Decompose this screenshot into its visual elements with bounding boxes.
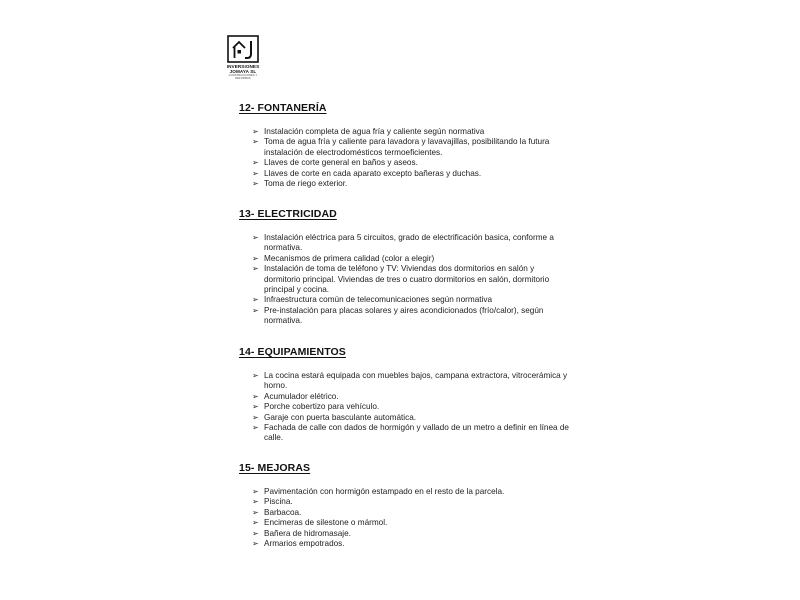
list-item (239, 423, 569, 444)
arrow-bullet-icon: ➢ (252, 158, 259, 168)
list-item (239, 529, 569, 539)
arrow-bullet-icon: ➢ (252, 371, 259, 380)
list-item-text: Barbacoa. (264, 507, 302, 517)
list-item (239, 169, 569, 179)
list-item (239, 233, 569, 254)
list-item-text: Llaves de corte general en baños y aseos. (264, 158, 418, 168)
list-item-text: Instalación eléctrica para 5 circuitos, grado de electrificación basica, conforme a normativa. (264, 233, 554, 253)
item-list (239, 127, 569, 189)
section-title: 15- MEJORAS (239, 462, 311, 474)
arrow-bullet-icon: ➢ (252, 402, 259, 412)
arrow-bullet-icon: ➢ (252, 518, 259, 528)
list-item (239, 179, 569, 189)
logo-tagline: CONSTRUCCIONES Y REFORMAS (228, 74, 258, 80)
list-item-text: Llaves de corte en cada aparato excepto bañeras y duchas. (264, 168, 482, 178)
section-electricidad (239, 208, 569, 327)
list-item-text: Bañera de hidromasaje. (264, 528, 351, 538)
arrow-bullet-icon: ➢ (252, 497, 259, 507)
list-item-text: Toma de riego exterior. (264, 179, 348, 189)
logo-name: INVERSIONES (226, 64, 260, 69)
list-item-text: Encimeras de silestone o mármol. (264, 518, 388, 528)
list-item (239, 295, 569, 305)
section-mejoras (239, 462, 569, 549)
list-item (239, 264, 569, 295)
list-item-text: La cocina estará equipada con muebles bajos, campana extractora, vitrocerámica y horno. (264, 371, 568, 391)
list-item (239, 392, 569, 402)
item-list (239, 233, 569, 327)
arrow-bullet-icon: ➢ (252, 423, 259, 433)
list-item-text: Garaje con puerta basculante automática. (264, 412, 417, 422)
arrow-bullet-icon: ➢ (252, 305, 259, 315)
list-item-text: Instalación completa de agua fría y caliente según normativa (264, 127, 485, 136)
list-item (239, 497, 569, 507)
list-item-text: Acumulador elétrico. (264, 391, 339, 401)
arrow-bullet-icon: ➢ (252, 168, 259, 178)
arrow-bullet-icon: ➢ (252, 127, 259, 136)
list-item-text: Mecanismos de primera calidad (color a elegir) (264, 253, 435, 263)
arrow-bullet-icon: ➢ (252, 487, 259, 496)
arrow-bullet-icon: ➢ (252, 253, 259, 263)
arrow-bullet-icon: ➢ (252, 539, 259, 549)
item-list (239, 487, 569, 549)
list-item-text: Toma de agua fría y caliente para lavadora y lavavajillas, posibilitando la futura instalación de electrodomésticos termoeficientes. (264, 137, 550, 157)
section-equipamientos (239, 346, 569, 444)
list-item (239, 539, 569, 549)
section-fontaneria (239, 102, 569, 189)
logo-text (222, 64, 264, 80)
list-item (239, 306, 569, 327)
arrow-bullet-icon: ➢ (252, 179, 259, 189)
list-item (239, 137, 569, 158)
arrow-bullet-icon: ➢ (252, 412, 259, 422)
section-title: 14- EQUIPAMIENTOS (239, 346, 346, 358)
arrow-bullet-icon: ➢ (252, 528, 259, 538)
list-item (239, 413, 569, 423)
item-list (239, 371, 569, 444)
arrow-bullet-icon: ➢ (252, 295, 259, 305)
section-title: 13- ELECTRICIDAD (239, 208, 337, 220)
list-item (239, 402, 569, 412)
list-item (239, 487, 569, 497)
arrow-bullet-icon: ➢ (252, 391, 259, 401)
list-item-text: Instalación de toma de teléfono y TV: Viviendas dos dormitorios en salón y dormitorio principal. Viviendas de tres o cuatro dormitorios en salón, dormitorio principal y cocina. (264, 264, 550, 295)
list-item-text: Fachada de calle con dados de hormigón y vallado de un metro a definir en línea de calle. (264, 423, 569, 443)
arrow-bullet-icon: ➢ (252, 507, 259, 517)
list-item (239, 254, 569, 264)
list-item-text: Piscina. (264, 497, 293, 507)
house-logo-icon (222, 34, 264, 64)
list-item-text: Armarios empotrados. (264, 539, 345, 549)
list-item (239, 371, 569, 392)
company-logo (222, 34, 264, 78)
list-item (239, 508, 569, 518)
list-item (239, 127, 569, 137)
arrow-bullet-icon: ➢ (252, 233, 259, 242)
list-item (239, 158, 569, 168)
arrow-bullet-icon: ➢ (252, 137, 259, 147)
section-title: 12- FONTANERÍA (239, 102, 327, 114)
arrow-bullet-icon: ➢ (252, 264, 259, 274)
list-item (239, 518, 569, 528)
logo-name-2: JOMAYA SL (229, 69, 257, 74)
list-item-text: Infraestructura común de telecomunicaciones según normativa (264, 295, 493, 305)
list-item-text: Pre-instalación para placas solares y aires acondicionados (frío/calor), según normativa. (264, 305, 544, 326)
list-item-text: Pavimentación con hormigón estampado en el resto de la parcela. (264, 487, 505, 496)
list-item-text: Porche cobertizo para vehículo. (264, 402, 380, 412)
